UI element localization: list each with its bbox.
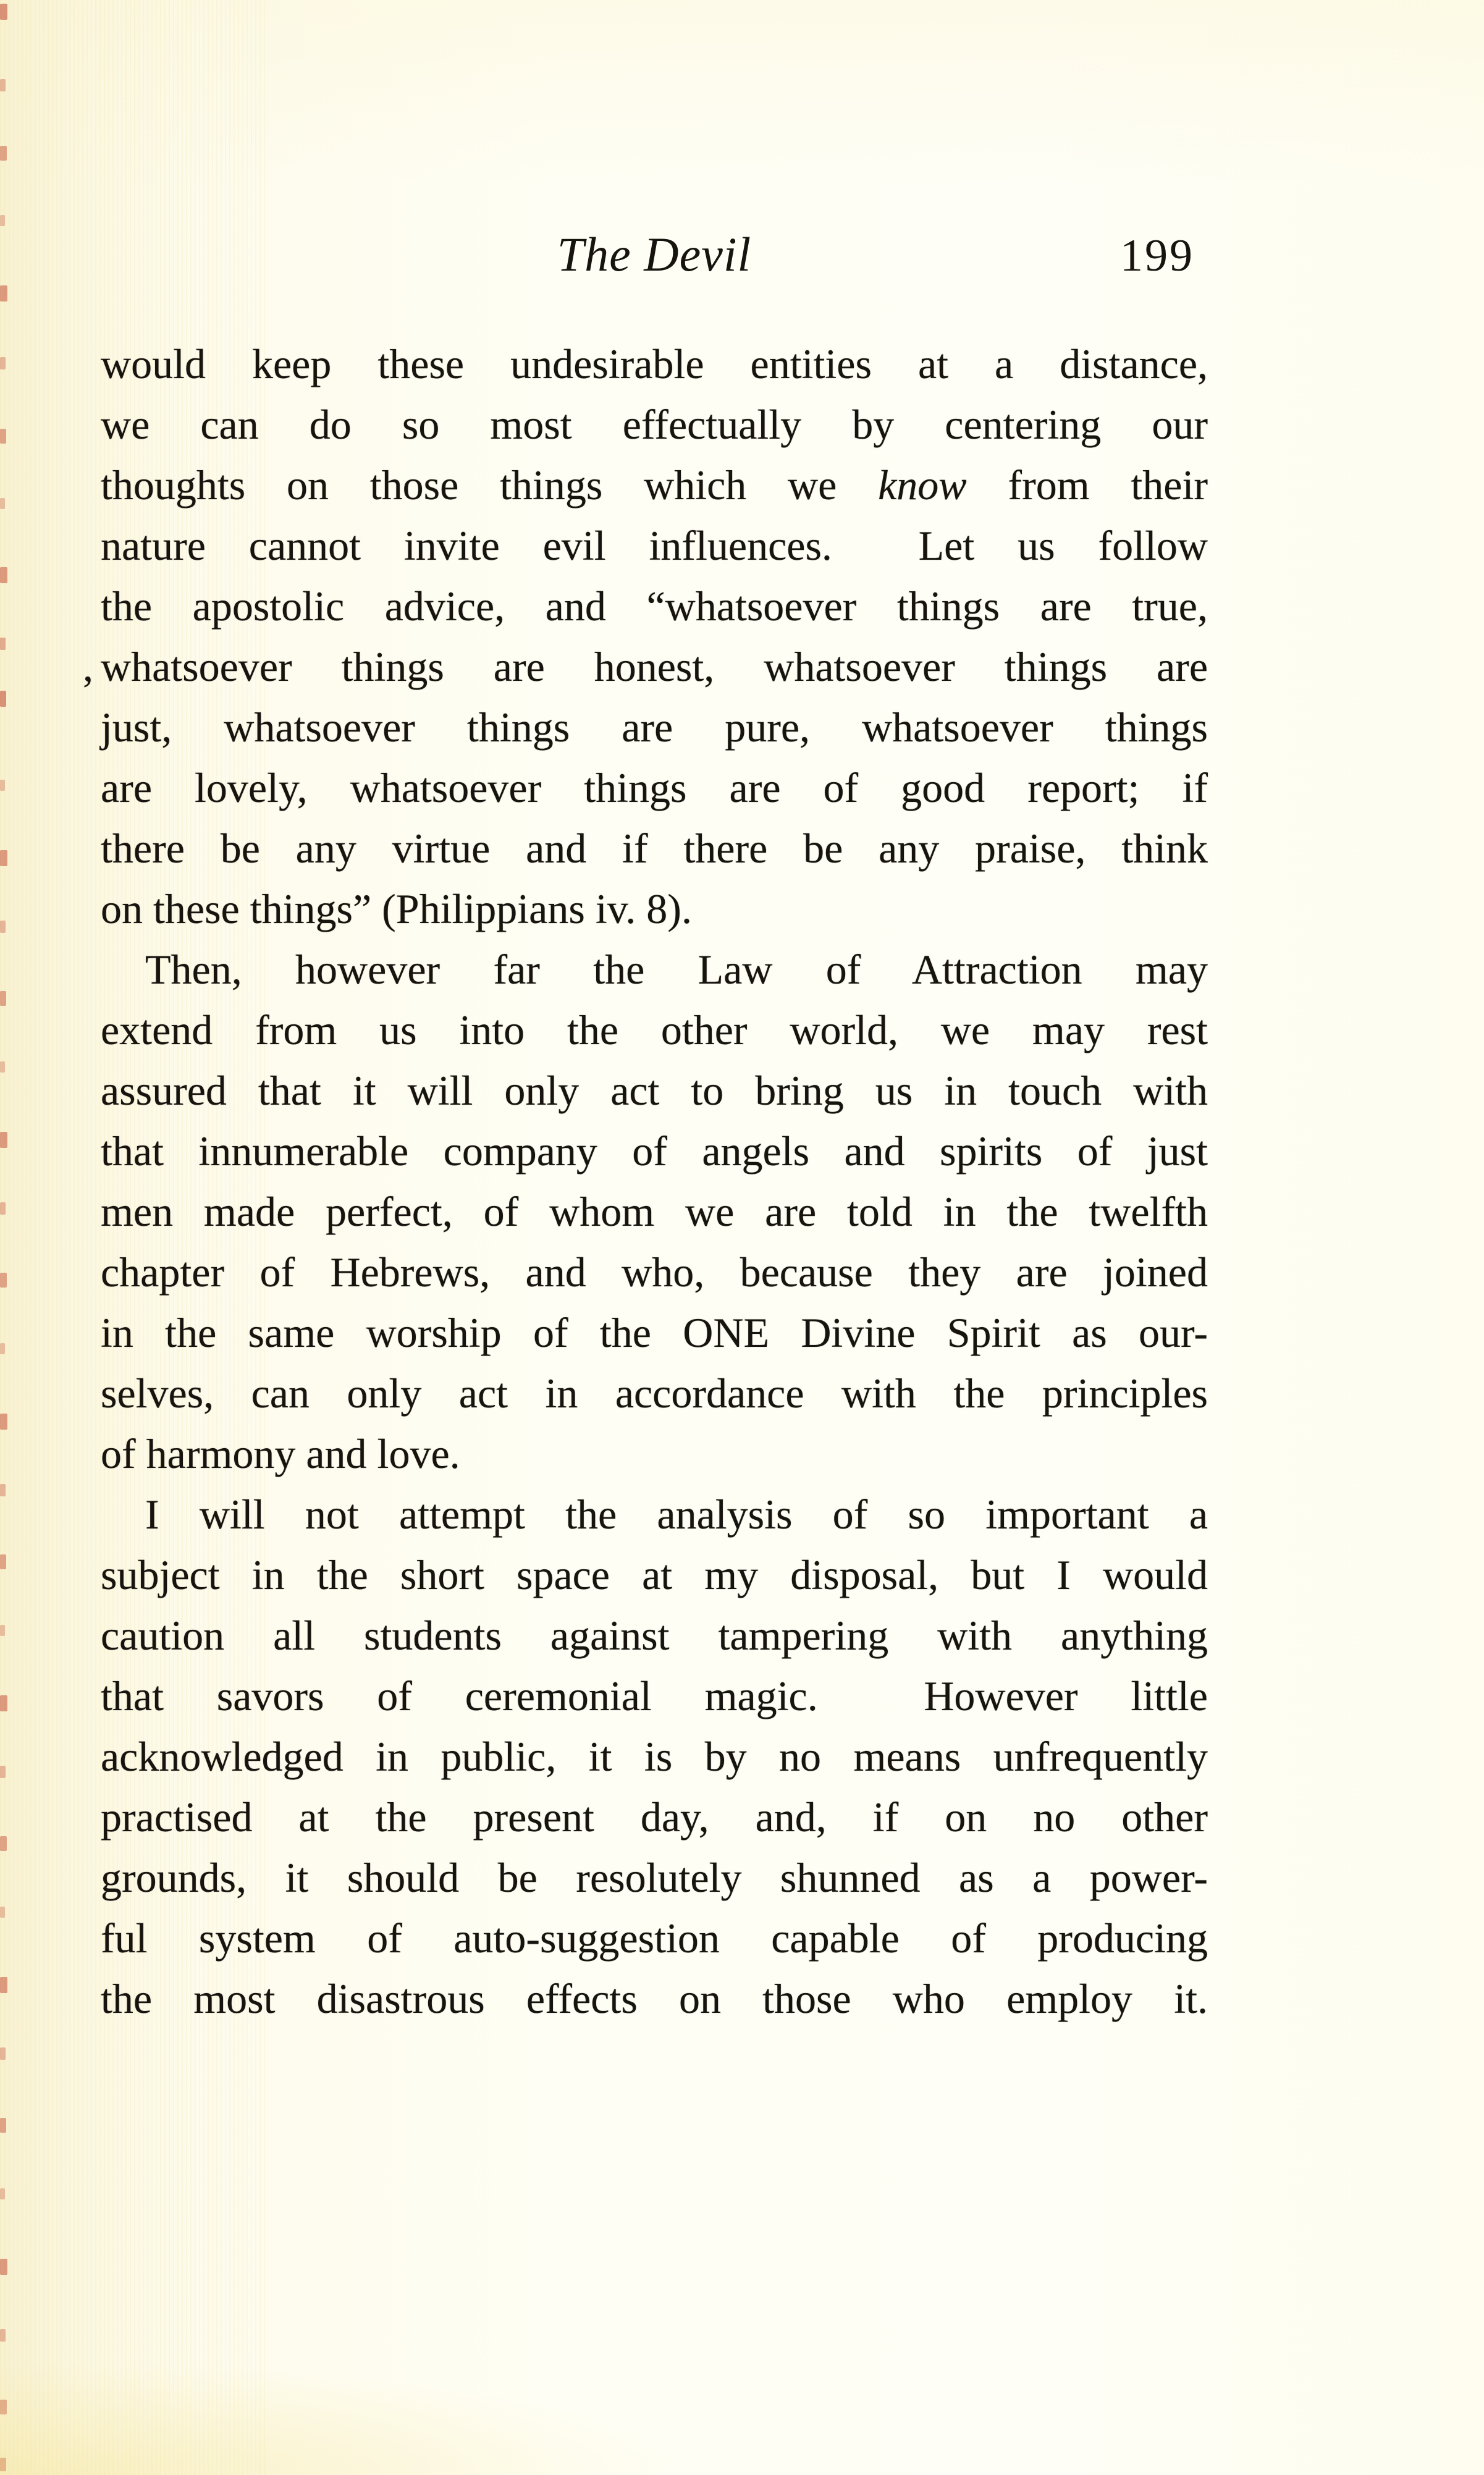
- text-line: that innumerable company of angels and spirits of just: [101, 1128, 1208, 1174]
- text-line: there be any virtue and if there be any praise, think: [101, 825, 1208, 872]
- text-line: grounds, it should be resolutely shunned as a power-: [101, 1854, 1208, 1901]
- text-line: assured that it will only act to bring us in touch with: [101, 1067, 1208, 1114]
- page-number: 199: [1120, 230, 1194, 281]
- red-edge-mark: [0, 2188, 5, 2199]
- text-line: are lovely, whatsoever things are of good report; if: [101, 764, 1208, 811]
- red-edge-mark: [0, 780, 5, 791]
- text-line: Then, however far the Law of Attraction may: [145, 946, 1208, 993]
- red-edge-mark: [0, 2329, 6, 2342]
- text-line: ful system of auto-suggestion capable of producing: [101, 1915, 1208, 1962]
- red-edge-mark: [0, 991, 6, 1006]
- text-line: practised at the present day, and, if on no other: [101, 1794, 1208, 1840]
- red-edge-mark: [0, 1484, 6, 1496]
- red-edge-mark: [0, 1907, 5, 1918]
- text-line: caution all students against tampering with anything: [101, 1612, 1208, 1659]
- text-line: the apostolic advice, and “whatsoever things are true,: [101, 583, 1208, 630]
- red-edge-mark: [0, 285, 7, 301]
- page-header: [101, 220, 1208, 289]
- text-line: extend from us into the other world, we may rest: [101, 1006, 1208, 1053]
- red-edge-mark: [0, 1414, 7, 1430]
- stray-comma-artifact: ,: [83, 643, 93, 690]
- red-edge-mark: [0, 1977, 7, 1993]
- red-edge-mark: [0, 1132, 7, 1148]
- red-edge-mark: [0, 1343, 5, 1354]
- text-line: just, whatsoever things are pure, whatsoever things: [101, 704, 1208, 751]
- text-line: on these things” (Philippians iv. 8).: [101, 885, 692, 932]
- text-line: selves, can only act in accordance with the principles: [101, 1370, 1208, 1417]
- red-edge-mark: [0, 2400, 7, 2414]
- red-edge-mark: [0, 1273, 7, 1288]
- red-edge-mark: [0, 638, 6, 650]
- text-line: in the same worship of the ONE Divine Spirit as our-: [101, 1309, 1208, 1356]
- red-edge-mark: [0, 1766, 6, 1778]
- red-edge-mark: [0, 691, 6, 707]
- text-line: that savors of ceremonial magic. However little: [101, 1672, 1208, 1719]
- red-edge-mark: [0, 215, 5, 226]
- text-line: nature cannot invite evil influences. Let us follow: [101, 522, 1208, 569]
- red-edge-mark: [0, 2118, 6, 2133]
- page-title: The Devil: [557, 227, 752, 281]
- red-edge-mark: [0, 1554, 6, 1569]
- text-line: thoughts on those things which we know from their: [101, 462, 1208, 508]
- red-edge-mark: [0, 4, 7, 20]
- red-edge-mark: [0, 567, 7, 583]
- text-line: whatsoever things are honest, whatsoever things are: [101, 643, 1208, 690]
- red-edge-mark: [0, 79, 6, 91]
- text-line: subject in the short space at my disposal, but I would: [101, 1551, 1208, 1598]
- red-edge-mark: [0, 2458, 6, 2471]
- text-line: chapter of Hebrews, and who, because they are joined: [101, 1249, 1208, 1296]
- text-line: men made perfect, of whom we are told in the twelfth: [101, 1188, 1208, 1235]
- red-edge-mark: [0, 357, 6, 369]
- red-edge-mark: [0, 429, 6, 444]
- red-edge-mark: [0, 921, 6, 933]
- red-edge-mark: [0, 2259, 7, 2275]
- red-edge-mark: [0, 1625, 5, 1636]
- text-line: of harmony and love.: [101, 1430, 460, 1477]
- body-text: [101, 334, 1208, 2029]
- red-edge-mark: [0, 146, 7, 161]
- red-edge-mark: [0, 498, 5, 509]
- red-edge-mark: [0, 1202, 6, 1215]
- text-line: acknowledged in public, it is by no means unfrequently: [101, 1733, 1208, 1780]
- red-edge-mark: [0, 1836, 7, 1851]
- red-edge-mark: [0, 1061, 5, 1073]
- red-edge-mark: [0, 850, 7, 866]
- text-line: we can do so most effectually by centering our: [101, 401, 1208, 448]
- text-line: I will not attempt the analysis of so important a: [145, 1491, 1208, 1538]
- red-edge-mark: [0, 2047, 6, 2060]
- red-edge-mark: [0, 1695, 7, 1711]
- text-line: the most disastrous effects on those who employ it.: [101, 1975, 1208, 2022]
- text-line: would keep these undesirable entities at a distance,: [101, 340, 1208, 387]
